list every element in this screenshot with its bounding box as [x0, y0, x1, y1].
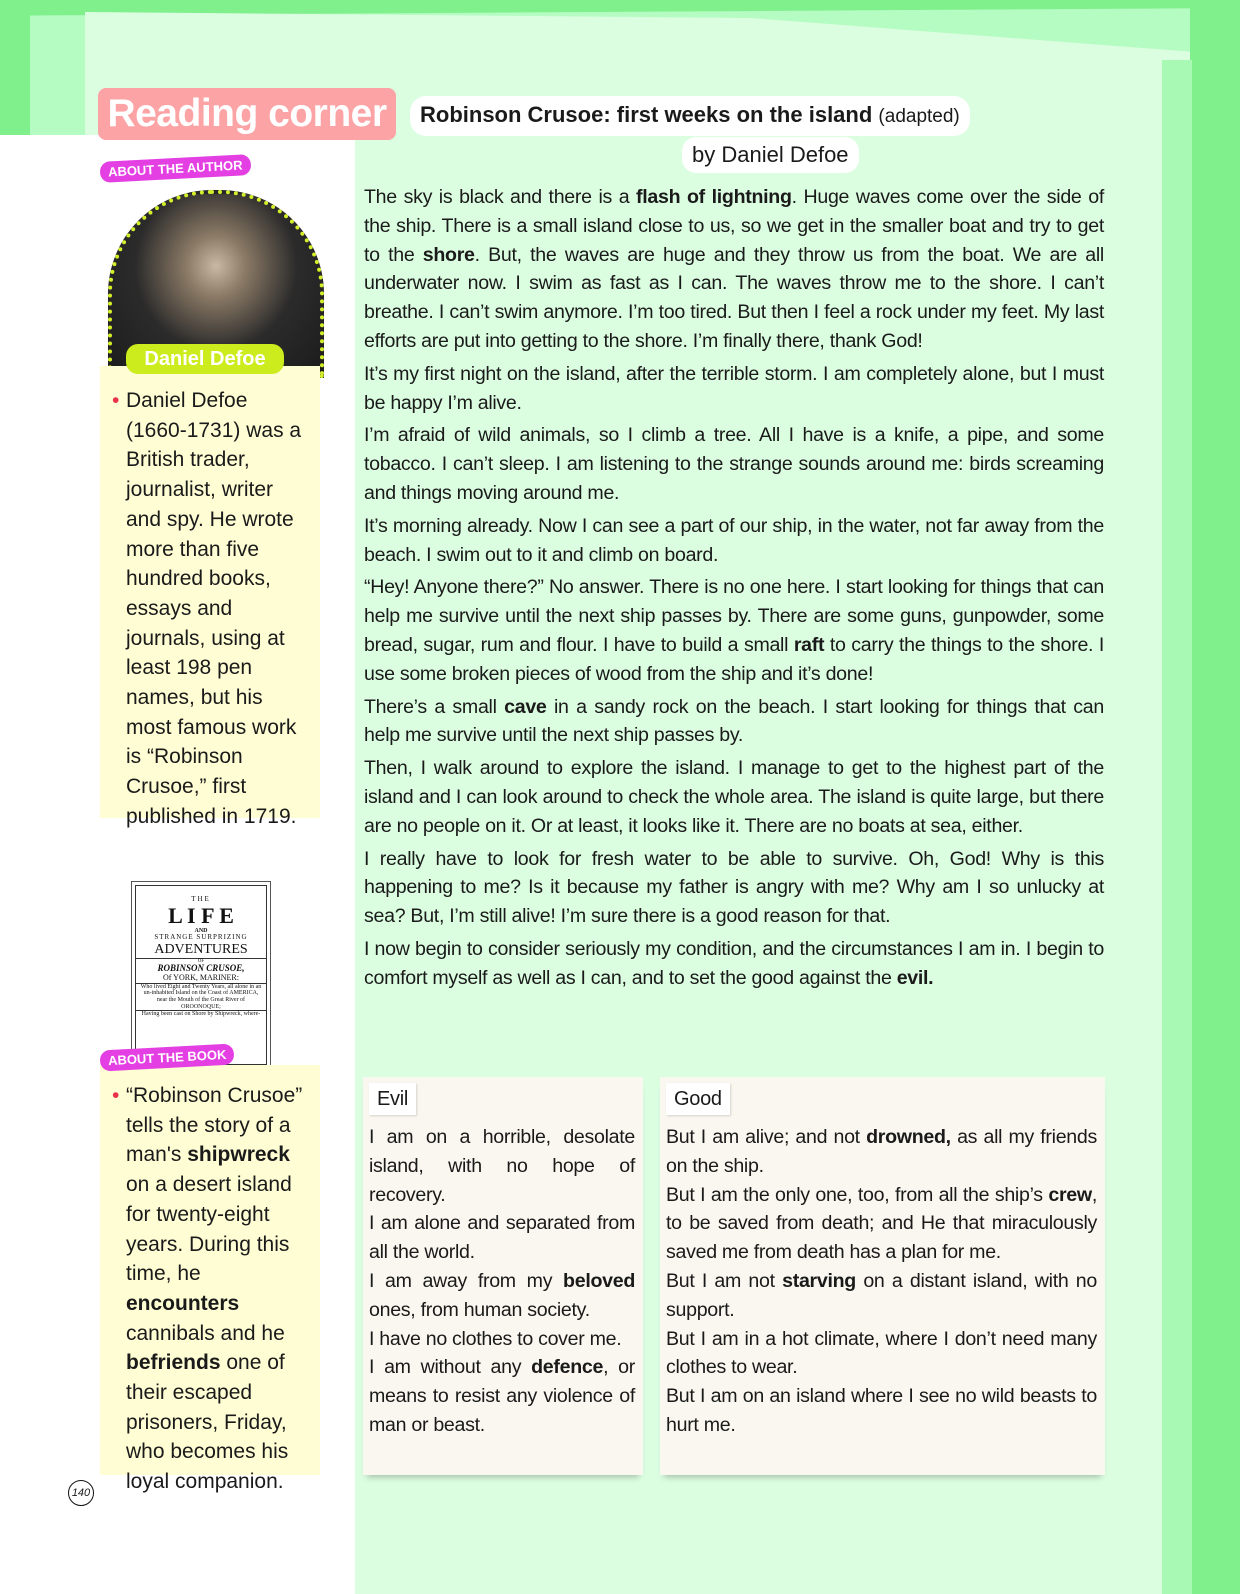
text-segment: I am away from my [369, 1269, 564, 1292]
text-segment: to carry the things to the shore. I use some broken pieces of wood from the ship and it’s done! [364, 633, 1104, 685]
paragraph [666, 1267, 1097, 1325]
author-name: Daniel Defoe [126, 344, 284, 374]
paragraph [364, 183, 1104, 356]
bold-term: starving [782, 1269, 856, 1292]
text-segment: in a sandy rock on the beach. I start looking for things that can help me survive until the next ship passes by. [364, 695, 1104, 747]
paragraph [666, 1325, 1097, 1383]
text-segment: It’s morning already. Now I can see a part of our ship, in the water, not far away from the beach. I swim out to it and climb on board. [364, 514, 1104, 566]
text-segment: as all my friends on the ship. [666, 1126, 1097, 1177]
text-segment: ones, from human society. [369, 1298, 590, 1321]
good-label: Good [666, 1083, 730, 1115]
section-label: Reading corner [98, 88, 396, 140]
bold-term: evil. [896, 966, 934, 989]
evil-list [369, 1123, 635, 1440]
bold-term: beloved [563, 1269, 635, 1292]
cover-line: Who lived Eight and Twenty Years, all alone in an un-inhabited Island on the Coast of AMERICA, near the Mouth of the Great River of OROONOQUE; [140, 983, 262, 1010]
bold-term: shipwreck [187, 1143, 290, 1167]
text-segment: , or means to resist any violence of man or beast. [369, 1356, 635, 1436]
paragraph [666, 1181, 1097, 1267]
paragraph [364, 573, 1104, 688]
paragraph [364, 845, 1104, 931]
text-segment: I really have to look for fresh water to be able to survive. Oh, God! Why is this happening to me? Is it because my father is angry with me? Why am I so unlucky at sea? But, I’m still alive! I’m sure there is a good reason for that. [364, 847, 1104, 928]
title-note: (adapted) [878, 106, 960, 127]
text-segment: . Huge waves come over the side of the ship. There is a small island close to us, so we get in the smaller boat and try to get to the [364, 186, 1104, 266]
text-segment: But I am not [666, 1269, 783, 1292]
bold-term: defence [531, 1356, 604, 1379]
cover-line: THE [191, 895, 211, 903]
cover-line: L I F E [168, 902, 234, 928]
paragraph [369, 1123, 635, 1209]
text-segment: I am on a horrible, desolate island, with no hope of recovery. [369, 1126, 635, 1206]
text-segment: But I am the only one, too, from all the ship’s [666, 1183, 1049, 1206]
bold-term: cave [504, 695, 547, 718]
text-segment: But I am on an island where I see no wild beasts to hurt me. [666, 1385, 1097, 1436]
byline: by Daniel Defoe [682, 137, 859, 173]
book-summary [126, 1084, 302, 1493]
cover-line: ROBINSON CRUSOE, [157, 963, 245, 974]
good-card [660, 1077, 1105, 1475]
cover-line: STRANGE SURPRIZING [154, 933, 248, 942]
text-segment: But I am alive; and not [666, 1126, 867, 1148]
paragraph [369, 1209, 635, 1267]
bold-term: encounters [126, 1291, 240, 1315]
paragraph [666, 1123, 1097, 1181]
text-segment: on a desert island for twenty-eight years. During this time, he [126, 1173, 292, 1286]
paragraph [666, 1382, 1097, 1440]
cover-line: AND [194, 927, 208, 934]
bold-term: raft [793, 633, 825, 656]
title-text: Robinson Crusoe: first weeks on the island [420, 102, 873, 127]
text-segment: . But, the waves are huge and they throw us from the boat. We are all underwater now. I swim as fast as I can. The waves throw me to the shore. I can’t breathe. I can’t swim anymore. I’m too tired. But then I feel a rock under my feet. My last efforts are put into getting to the shore. I’m finally there, thank God! [364, 243, 1104, 352]
cover-line: Having been cast on Shore by Shipwreck, where- [136, 1010, 266, 1018]
text-segment: I have no clothes to cover me. [369, 1327, 622, 1350]
text-segment: There’s a small [364, 695, 505, 718]
right-green-strip [1190, 0, 1240, 1594]
bullet-icon: • [112, 389, 120, 412]
story-text [364, 183, 1104, 997]
cover-line: Of YORK, MARINER: [136, 974, 266, 984]
paragraph [364, 360, 1104, 418]
bold-term: drowned, [866, 1126, 951, 1148]
bold-term: befriends [126, 1351, 221, 1375]
paragraph [369, 1353, 635, 1439]
good-list [666, 1123, 1097, 1440]
bold-term: shore [422, 243, 475, 266]
text-segment: I am without any [369, 1356, 532, 1379]
book-summary-box [100, 1065, 320, 1494]
cover-line: OF [197, 958, 205, 964]
bold-term: crew [1048, 1183, 1092, 1206]
cover-line: ADVENTURES [136, 942, 266, 958]
paragraph [364, 512, 1104, 570]
paragraph [364, 754, 1104, 840]
paragraph [364, 421, 1104, 507]
paragraph [364, 693, 1104, 751]
page-number: 140 [68, 1480, 94, 1506]
author-bio-box [100, 366, 320, 828]
right-green-strip-inner [1162, 60, 1192, 1594]
text-segment: It’s my first night on the island, after the terrible storm. I am completely alone, but I must be happy I’m alive. [364, 362, 1104, 414]
bullet-icon: • [112, 1084, 120, 1107]
about-author-tag: ABOUT THE AUTHOR [100, 154, 251, 183]
text-segment: on a distant island, with no support. [666, 1269, 1098, 1321]
text-segment: “Hey! Anyone there?” No answer. There is no one here. I start looking for things that can help me survive until the next ship passes by. There are some guns, gunpowder, some bread, sugar, rum and flour. I have to build a small [364, 576, 1104, 656]
text-segment: Then, I walk around to explore the island. I manage to get to the highest part of the island and I can look around to check the whole area. The island is quite large, but there are no people on it. Or at least, it looks like it. There are no boats at sea, either. [364, 757, 1104, 837]
paragraph [364, 935, 1104, 993]
text-segment: I’m afraid of wild animals, so I climb a tree. All I have is a knife, a pipe, and some tobacco. I can’t sleep. I am listening to the strange sounds around me: birds screaming and things moving around me. [364, 424, 1104, 504]
about-book-tag: ABOUT THE BOOK [100, 1043, 235, 1071]
text-segment: cannibals and he [126, 1321, 285, 1345]
bold-term: flash of lightning [636, 186, 792, 208]
text-segment: The sky is black and there is a [364, 186, 637, 208]
paragraph [369, 1267, 635, 1325]
text-segment: one of their escaped prisoners, Friday, who becomes his loyal companion. [126, 1351, 289, 1494]
text-segment: , to be saved from death; and He that miraculously saved me from death has a plan for me. [666, 1183, 1097, 1264]
book-cover-image [135, 885, 267, 1065]
story-title [410, 96, 970, 136]
text-segment: I now begin to consider seriously my condition, and the circumstances I am in. I begin to comfort myself as well as I can, and to set the good against the [364, 937, 1104, 989]
text-segment: I am alone and separated from all the world. [369, 1212, 635, 1264]
author-bio: Daniel Defoe (1660-1731) was a British trader, journalist, writer and spy. He wrote more than five hundred books, essays and journals, using at least 198 pen names, but his most famous work is “Robinson Crusoe,” first published in 1719. [126, 389, 302, 828]
evil-card [363, 1077, 643, 1475]
paragraph [369, 1325, 635, 1354]
text-segment: “Robinson Crusoe” tells the story of a man's [126, 1084, 303, 1167]
text-segment: But I am in a hot climate, where I don’t need many clothes to wear. [666, 1327, 1097, 1379]
evil-label: Evil [369, 1083, 416, 1115]
